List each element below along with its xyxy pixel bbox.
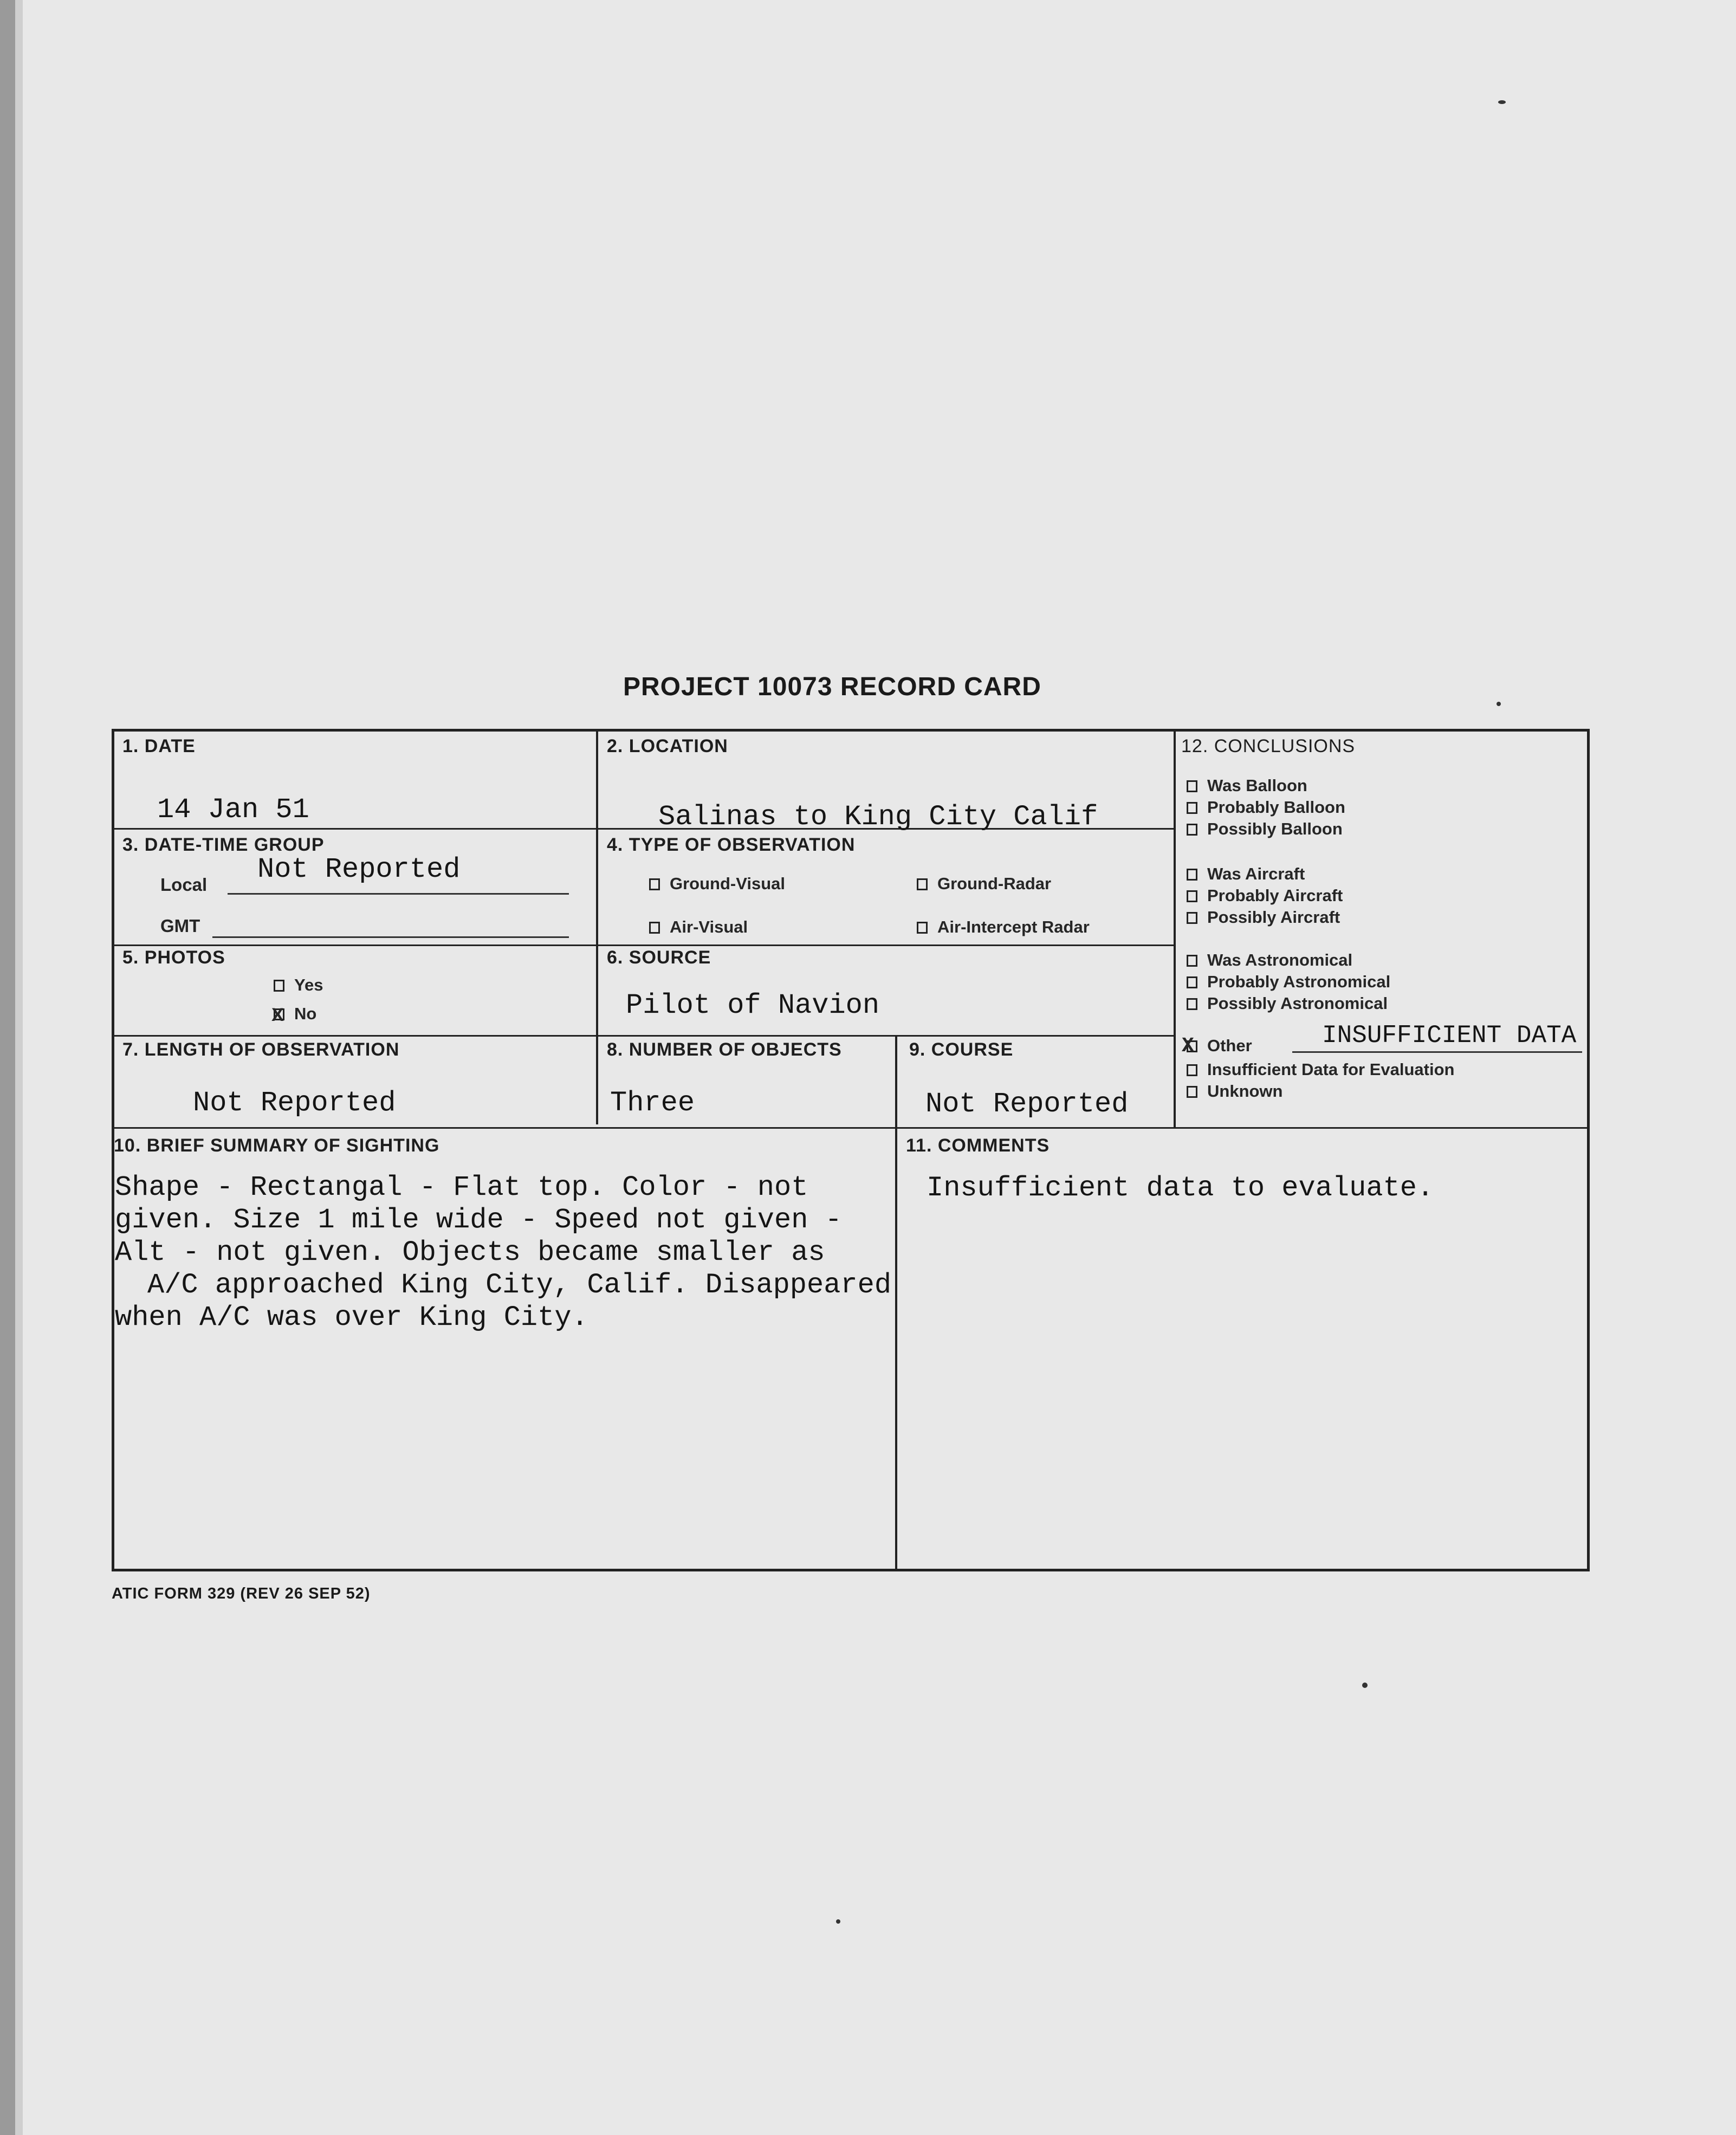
divider [112, 1127, 1590, 1129]
form-footer: ATIC FORM 329 (REV 26 SEP 52) [112, 1585, 371, 1602]
gmt-underline [212, 936, 569, 938]
conclusion-probably-aircraft[interactable]: Probably Aircraft [1187, 886, 1343, 905]
checkbox[interactable] [1187, 955, 1197, 967]
conclusion-other[interactable]: X Other [1182, 1034, 1252, 1058]
checkbox[interactable] [1187, 976, 1197, 988]
checkbox-checked[interactable]: X [271, 1005, 284, 1025]
divider [112, 1035, 1174, 1037]
location-value: Salinas to King City Calif [658, 801, 1098, 833]
scan-speck [1497, 702, 1501, 706]
scan-speck [1362, 1683, 1368, 1688]
type-of-observation-label: 4. TYPE OF OBSERVATION [607, 834, 856, 855]
summary-line: Alt - not given. Objects became smaller as [115, 1237, 825, 1269]
conclusion-probably-balloon[interactable]: Probably Balloon [1187, 798, 1345, 817]
divider [112, 944, 1174, 946]
summary-line: when A/C was over King City. [115, 1302, 588, 1334]
scan-edge [0, 0, 15, 2135]
comments-label: 11. COMMENTS [906, 1135, 1050, 1156]
other-underline [1292, 1051, 1582, 1053]
length-of-observation-label: 7. LENGTH OF OBSERVATION [122, 1039, 400, 1060]
conclusion-unknown[interactable]: Unknown [1187, 1082, 1283, 1101]
option-ground-radar[interactable]: Ground-Radar [917, 874, 1051, 894]
course-label: 9. COURSE [909, 1039, 1014, 1060]
conclusion-was-astronomical[interactable]: Was Astronomical [1187, 950, 1352, 970]
conclusion-insufficient-data[interactable]: Insufficient Data for Evaluation [1187, 1060, 1454, 1079]
checkbox-checked[interactable]: X [1187, 1040, 1197, 1052]
option-ground-visual[interactable]: Ground-Visual [649, 874, 785, 894]
checkbox[interactable] [649, 922, 660, 934]
checkbox[interactable] [1187, 998, 1197, 1010]
conclusions-label: 12. CONCLUSIONS [1181, 736, 1356, 756]
checkbox[interactable] [649, 878, 660, 890]
conclusion-probably-astronomical[interactable]: Probably Astronomical [1187, 972, 1390, 992]
comments-value: Insufficient data to evaluate. [927, 1172, 1434, 1204]
course-value: Not Reported [925, 1088, 1129, 1120]
checkbox[interactable] [1187, 912, 1197, 924]
checkbox[interactable] [274, 980, 284, 992]
scan-edge-shadow [15, 0, 23, 2135]
number-of-objects-label: 8. NUMBER OF OBJECTS [607, 1039, 842, 1060]
summary-line: given. Size 1 mile wide - Speed not given - [115, 1204, 842, 1236]
local-underline [228, 893, 569, 895]
checkbox[interactable] [917, 878, 928, 890]
scan-speck [836, 1919, 840, 1924]
gmt-label: GMT [160, 916, 200, 936]
checkbox[interactable] [1187, 824, 1197, 836]
photos-yes[interactable]: Yes [274, 975, 323, 995]
conclusion-was-balloon[interactable]: Was Balloon [1187, 776, 1307, 795]
length-of-observation-value: Not Reported [193, 1087, 396, 1119]
source-value: Pilot of Navion [626, 989, 880, 1021]
source-label: 6. SOURCE [607, 947, 711, 968]
local-value: Not Reported [257, 853, 461, 885]
scan-speck [1498, 100, 1506, 104]
date-time-group-label: 3. DATE-TIME GROUP [122, 834, 325, 855]
conclusion-possibly-aircraft[interactable]: Possibly Aircraft [1187, 908, 1340, 927]
conclusion-possibly-balloon[interactable]: Possibly Balloon [1187, 819, 1343, 839]
checkbox[interactable] [1187, 890, 1197, 902]
checkbox[interactable] [1187, 1086, 1197, 1098]
conclusion-possibly-astronomical[interactable]: Possibly Astronomical [1187, 994, 1388, 1013]
conclusion-was-aircraft[interactable]: Was Aircraft [1187, 864, 1305, 884]
date-label: 1. DATE [122, 736, 196, 756]
summary-line: Shape - Rectangal - Flat top. Color - not [115, 1172, 808, 1204]
local-label: Local [160, 875, 208, 895]
date-value: 14 Jan 51 [157, 794, 309, 826]
checkbox[interactable] [917, 922, 928, 934]
divider [895, 1035, 897, 1571]
photos-label: 5. PHOTOS [122, 947, 225, 968]
option-air-intercept-radar[interactable]: Air-Intercept Radar [917, 917, 1090, 937]
divider [1174, 729, 1176, 1127]
checkbox[interactable] [1187, 869, 1197, 881]
checkbox[interactable] [1187, 780, 1197, 792]
summary-label: 10. BRIEF SUMMARY OF SIGHTING [114, 1135, 440, 1156]
conclusion-other-value: INSUFFICIENT DATA [1322, 1021, 1577, 1050]
checkbox[interactable] [1187, 1064, 1197, 1076]
option-air-visual[interactable]: Air-Visual [649, 917, 748, 937]
location-label: 2. LOCATION [607, 736, 728, 756]
summary-line: A/C approached King City, Calif. Disappeared [147, 1269, 892, 1301]
checkbox[interactable] [1187, 802, 1197, 814]
photos-no[interactable]: X No [271, 1004, 317, 1025]
card-title: PROJECT 10073 RECORD CARD [623, 672, 1041, 701]
number-of-objects-value: Three [610, 1087, 695, 1119]
divider [596, 729, 598, 1124]
summary-text [115, 1172, 891, 1334]
